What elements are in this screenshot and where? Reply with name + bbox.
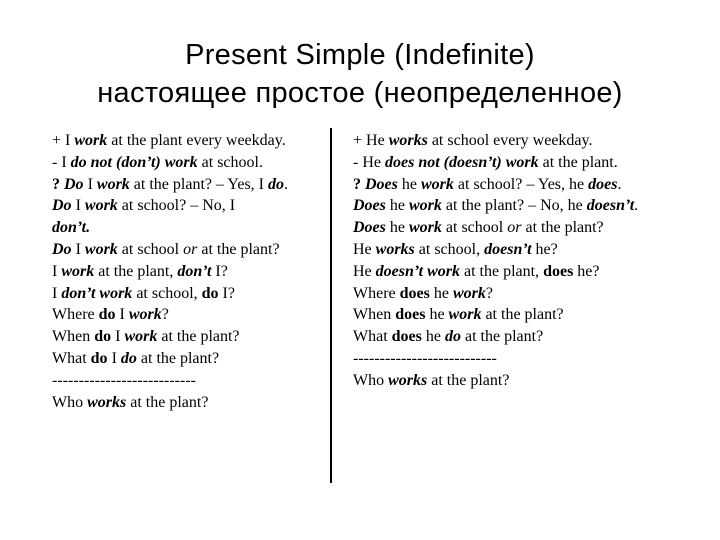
- left-column-i-examples: [52, 130, 322, 413]
- line-segment: he?: [531, 240, 558, 258]
- line-segment: at school? – Yes, he: [453, 175, 589, 193]
- line-segment: does: [588, 175, 618, 193]
- line-segment: I: [111, 328, 125, 346]
- line-segment: at the plant?: [136, 349, 220, 367]
- line-segment: at the plant?: [427, 371, 510, 389]
- line-segment: Do: [52, 197, 72, 215]
- example-line: [353, 195, 683, 217]
- line-segment: at the plant?: [126, 393, 209, 411]
- line-segment: he: [397, 175, 421, 193]
- line-segment: work: [84, 240, 118, 258]
- line-segment: ---------------------------: [353, 349, 497, 367]
- line-segment: I: [115, 306, 129, 324]
- line-segment: works: [87, 393, 127, 411]
- line-segment: at the plant?: [461, 328, 544, 346]
- line-segment: work: [128, 306, 162, 324]
- line-segment: at the plant? – No, he: [441, 197, 587, 215]
- line-segment: don’t: [177, 262, 212, 280]
- line-segment: or: [183, 240, 198, 258]
- example-line: [52, 152, 322, 174]
- line-segment: Does: [365, 175, 398, 193]
- line-segment: He: [353, 240, 376, 258]
- example-line: [353, 152, 683, 174]
- line-segment: ?: [161, 306, 169, 324]
- line-segment: at the plant,: [459, 262, 544, 280]
- line-segment: He: [353, 262, 376, 280]
- line-segment: Who: [52, 393, 88, 411]
- column-divider: [330, 128, 332, 483]
- line-segment: work: [96, 175, 130, 193]
- line-segment: + I: [52, 132, 75, 149]
- line-segment: at the plant every weekday.: [107, 132, 286, 149]
- line-segment: .: [284, 175, 288, 193]
- line-segment: I?: [218, 284, 235, 302]
- line-segment: does: [543, 262, 574, 280]
- example-line: [52, 392, 322, 414]
- line-segment: work: [452, 284, 486, 302]
- line-segment: When: [353, 306, 396, 324]
- line-segment: he: [425, 306, 449, 324]
- example-line: [52, 326, 322, 348]
- line-segment: he: [385, 197, 409, 215]
- line-segment: .: [634, 197, 639, 215]
- line-segment: do: [445, 328, 461, 346]
- example-line: [353, 261, 683, 283]
- line-segment: don’t.: [52, 219, 91, 237]
- line-segment: - I: [52, 153, 71, 171]
- line-segment: do: [201, 284, 219, 302]
- line-segment: - He: [353, 153, 385, 171]
- line-segment: I: [52, 262, 62, 280]
- example-line: [353, 239, 683, 261]
- line-segment: he: [421, 328, 445, 346]
- line-segment: Where: [52, 306, 99, 324]
- example-line: [353, 283, 683, 305]
- line-segment: do: [90, 349, 108, 367]
- line-segment: What: [353, 328, 392, 346]
- line-segment: or: [507, 219, 522, 237]
- line-segment: work: [61, 262, 95, 280]
- line-segment: doesn’t: [586, 197, 635, 215]
- slide-title: [0, 36, 720, 112]
- title-line-russian: настоящее простое (неопределенное): [97, 77, 623, 109]
- line-segment: I?: [211, 262, 228, 280]
- line-segment: Does: [353, 197, 386, 215]
- line-segment: he: [429, 284, 453, 302]
- example-line: [353, 130, 683, 152]
- line-segment: work: [409, 197, 442, 215]
- example-line: [52, 217, 322, 239]
- line-segment: he?: [573, 262, 600, 280]
- line-segment: do: [98, 306, 116, 324]
- line-segment: .: [617, 175, 622, 193]
- example-line: [353, 326, 683, 348]
- example-line: [52, 370, 322, 392]
- line-segment: Do: [52, 240, 72, 258]
- line-segment: doesn’t work: [375, 262, 460, 280]
- line-segment: does: [399, 284, 430, 302]
- line-segment: he: [385, 219, 409, 237]
- line-segment: + He: [353, 132, 389, 149]
- line-segment: Where: [353, 284, 400, 302]
- line-segment: Does: [353, 219, 386, 237]
- example-line: [52, 261, 322, 283]
- line-segment: at the plant?: [481, 306, 564, 324]
- line-segment: I: [71, 240, 85, 258]
- line-segment: do: [268, 175, 284, 193]
- example-line: [52, 174, 322, 196]
- line-segment: at the plant?: [157, 328, 240, 346]
- example-line: [353, 304, 683, 326]
- line-segment: When: [52, 328, 95, 346]
- line-segment: at the plant,: [94, 262, 178, 280]
- example-line: [52, 304, 322, 326]
- line-segment: at school: [441, 219, 508, 237]
- line-segment: work: [409, 219, 442, 237]
- line-segment: do: [120, 349, 137, 367]
- example-line: [353, 348, 683, 370]
- example-line: [353, 370, 683, 392]
- line-segment: at the plant?: [197, 240, 280, 258]
- example-line: [52, 239, 322, 261]
- example-line: [52, 348, 322, 370]
- line-segment: at school? – No, I: [117, 197, 236, 215]
- line-segment: works: [375, 240, 415, 258]
- line-segment: do: [94, 328, 112, 346]
- line-segment: at school: [117, 240, 184, 258]
- line-segment: I: [107, 349, 121, 367]
- line-segment: ?: [353, 175, 365, 193]
- line-segment: at school,: [414, 240, 485, 258]
- line-segment: ?: [485, 284, 493, 302]
- line-segment: I: [52, 284, 62, 302]
- example-line: [52, 130, 322, 152]
- line-segment: at the plant? – Yes, I: [129, 175, 268, 193]
- line-segment: don’t work: [61, 284, 133, 302]
- example-line: [353, 174, 683, 196]
- line-segment: does: [391, 328, 422, 346]
- example-line: [52, 283, 322, 305]
- line-segment: do not (don’t) work: [70, 153, 198, 171]
- line-segment: ?: [52, 175, 64, 193]
- line-segment: at the plant.: [538, 153, 618, 171]
- line-segment: does: [395, 306, 426, 324]
- line-segment: work: [74, 132, 108, 149]
- line-segment: I: [83, 175, 97, 193]
- line-segment: Who: [353, 371, 389, 389]
- line-segment: at school,: [132, 284, 202, 302]
- line-segment: works: [388, 132, 428, 149]
- line-segment: at school every weekday.: [427, 132, 593, 149]
- line-segment: ---------------------------: [52, 371, 196, 389]
- line-segment: I: [71, 197, 85, 215]
- line-segment: work: [84, 197, 118, 215]
- example-line: [353, 217, 683, 239]
- example-line: [52, 195, 322, 217]
- line-segment: work: [124, 328, 158, 346]
- line-segment: doesn’t: [484, 240, 532, 258]
- line-segment: work: [421, 175, 454, 193]
- title-line-english: Present Simple (Indefinite): [185, 39, 535, 71]
- line-segment: does not (doesn’t) work: [384, 153, 539, 171]
- line-segment: works: [388, 371, 428, 389]
- line-segment: work: [448, 306, 482, 324]
- line-segment: What: [52, 349, 91, 367]
- line-segment: at the plant?: [521, 219, 604, 237]
- line-segment: at school.: [197, 153, 263, 171]
- right-column-he-examples: [353, 130, 683, 392]
- line-segment: Do: [64, 175, 84, 193]
